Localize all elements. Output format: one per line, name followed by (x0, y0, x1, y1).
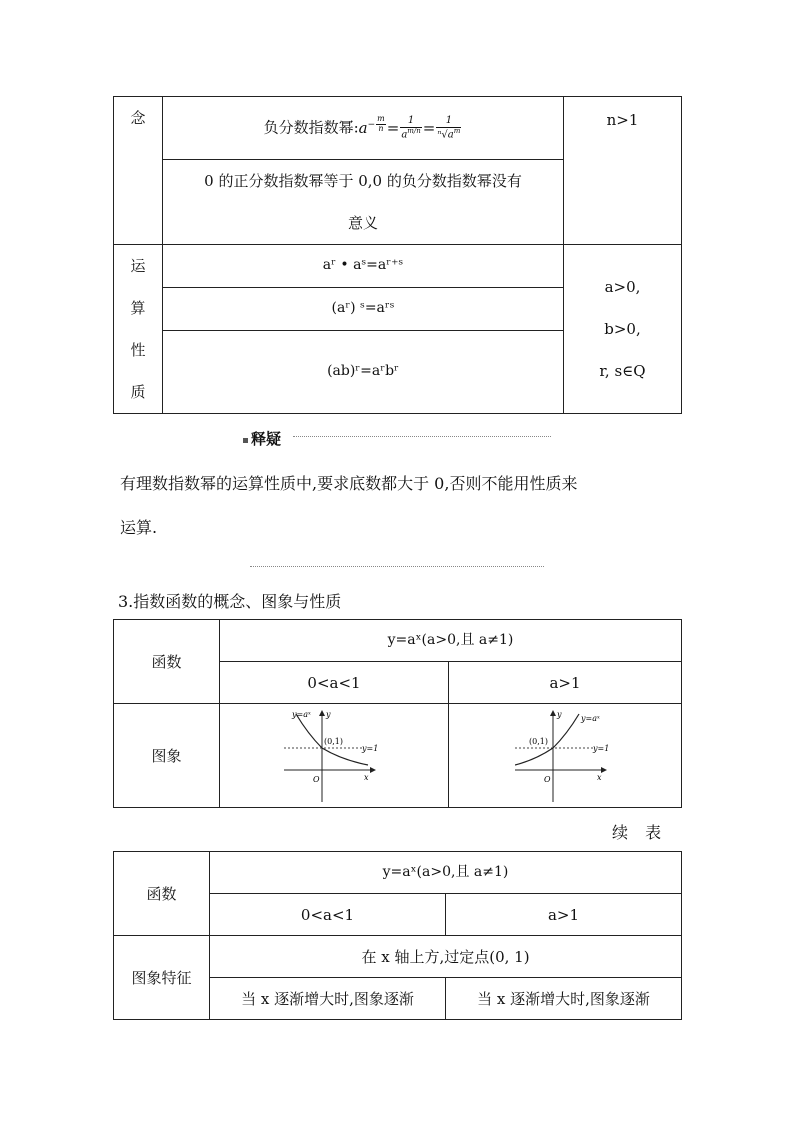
note-header (243, 428, 553, 448)
x-axis-arrow-icon (601, 767, 607, 773)
feature-decreasing: 当 x 逐渐增大时,图象逐渐 (210, 978, 446, 1020)
ops-condition (564, 245, 682, 414)
ops-label (114, 245, 163, 414)
graph-label: 图象 (114, 704, 220, 808)
x-axis-arrow-icon (370, 767, 376, 773)
zero-rule-line2: 意义 (347, 214, 378, 232)
func-label: 函数 (114, 620, 220, 704)
case-header-decreasing: 0<a<1 (210, 894, 446, 936)
func-definition: y=aˣ(a>0,且 a≠1) (220, 620, 682, 662)
ops-label-char: 运 (130, 257, 146, 275)
continued-label: 续 表 (612, 823, 668, 842)
neg-exp-cond-text: n>1 (606, 111, 639, 129)
x-axis-label: x (597, 772, 602, 782)
curve-label: y=aˣ (292, 709, 311, 719)
case-header-increasing: a>1 (449, 662, 682, 704)
rule-1: aʳ • aˢ=aʳ⁺ˢ (163, 245, 564, 288)
rule-2: (aʳ) ˢ=aʳˢ (163, 287, 564, 330)
line-label: y=1 (362, 743, 379, 753)
ops-cond-line: a>0, (604, 278, 641, 296)
y-axis-label: y (557, 709, 562, 719)
origin-label: O (544, 774, 551, 784)
note-title: 释疑 (251, 430, 282, 448)
zero-rule-cell (163, 160, 564, 245)
origin-label: O (313, 774, 320, 784)
row-label-concept (114, 97, 163, 245)
y-axis-arrow-icon (319, 710, 325, 716)
feature-label: 图象特征 (114, 936, 210, 1020)
ops-cond-line: r, s∈Q (599, 362, 646, 380)
point-label: (0,1) (529, 736, 548, 746)
neg-exp-cell (163, 97, 564, 160)
graph-increasing-cell (449, 704, 682, 808)
neg-exp-condition (564, 97, 682, 245)
note-text-line2: 运算. (120, 518, 158, 537)
ops-cond-line: b>0, (604, 320, 641, 338)
section-heading: 3.指数函数的概念、图象与性质 (118, 592, 342, 611)
ops-label-char: 质 (130, 383, 146, 401)
func-definition: y=aˣ(a>0,且 a≠1) (210, 852, 682, 894)
y-axis-arrow-icon (550, 710, 556, 716)
exponent-table (113, 96, 682, 414)
feature-increasing: 当 x 逐渐增大时,图象逐渐 (446, 978, 682, 1020)
func-label: 函数 (114, 852, 210, 936)
zero-rule-line1: 0 的正分数指数幂等于 0,0 的负分数指数幂没有 (204, 172, 522, 190)
graph-decreasing (284, 708, 384, 804)
note-bullet-icon (243, 438, 248, 443)
graph-increasing (515, 708, 615, 804)
x-axis-label: x (364, 772, 369, 782)
exp-function-table (113, 619, 682, 808)
curve-label: y=aˣ (581, 713, 600, 723)
note-end-divider (250, 566, 544, 567)
feature-common: 在 x 轴上方,过定点(0, 1) (210, 936, 682, 978)
note-text-line1: 有理数指数幂的运算性质中,要求底数都大于 0,否则不能用性质来 (120, 474, 578, 493)
exp-function-table-continued (113, 851, 682, 1020)
rule-3: (ab)ʳ=aʳbʳ (163, 330, 564, 414)
neg-exp-label: 负分数指数幂: (263, 118, 359, 137)
row-label-text: 念 (130, 109, 146, 127)
point-label: (0,1) (324, 736, 343, 746)
graph-decreasing-cell (220, 704, 449, 808)
ops-label-char: 算 (130, 299, 146, 317)
note-dotted-line (293, 436, 551, 437)
neg-exp-formula: $a^{- \frac{m}{n}}$ = $\frac{1}{a^{m/n}}$ = $\frac{1}{^n√a^m}$ (358, 114, 461, 141)
case-header-increasing: a>1 (446, 894, 682, 936)
case-header-decreasing: 0<a<1 (220, 662, 449, 704)
note-text (120, 462, 720, 550)
y-axis-label: y (326, 709, 331, 719)
ops-label-char: 性 (130, 341, 146, 359)
line-label: y=1 (593, 743, 610, 753)
